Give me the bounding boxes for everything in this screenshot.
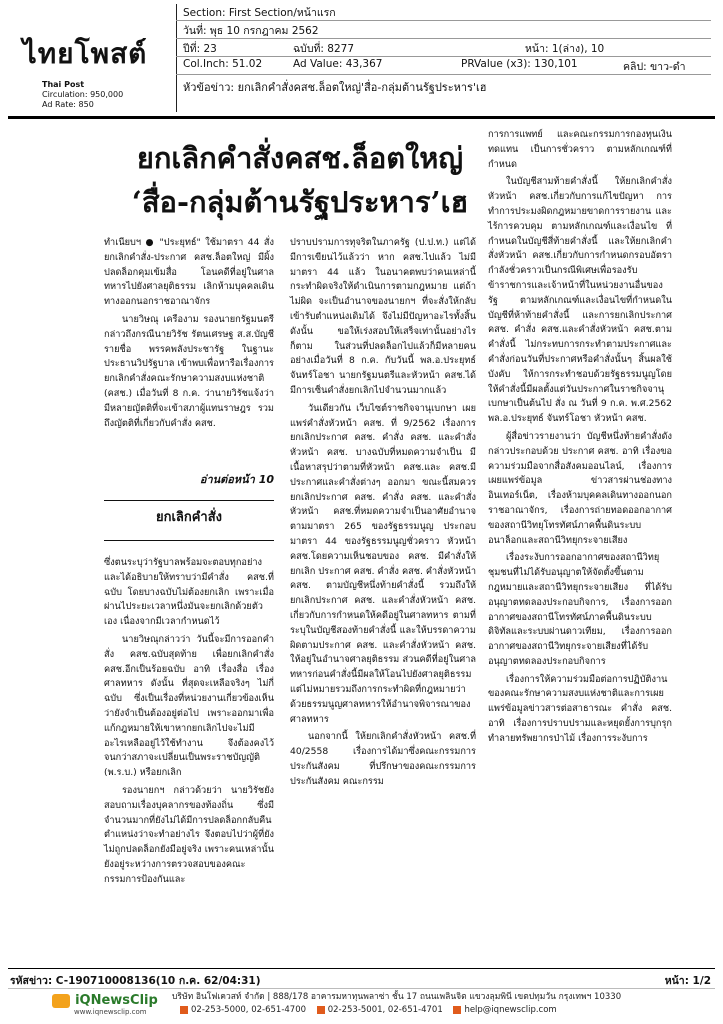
section-field: Section: First Section/หน้าแรก (183, 7, 336, 19)
footer-divider (8, 988, 715, 989)
paragraph: เรื่องระงับการออกอากาศของสถานีวิทยุชุมชนที่ไม่ได้รับอนุญาตให้จัดตั้งขึ้นตามกฎหมายและสถานีวิทยุกระจายเสียง ที่ได้รับอนุญาตทดลองประกอบกิจการ, เรื่องการออกอากาศของสถานีโทรทัศน์ภาคพื้นดินระบบดิจิทัลและระบบผ่านดาวเทียม, เรื่องการออกอากาศของสถานีวิทยุกระจายเสียงที่ได้รับอนุญาตทดลองประกอบกิจการ (488, 552, 672, 667)
publication-logo-box (10, 6, 170, 110)
paragraph: นายวิษณุกล่าวว่า วันนี้จะมีการออกคำสั่ง คสช.ฉบับสุดท้าย เพื่อยกเลิกคำสั่ง คสช.อีกเป็นร้อยฉบับ อาทิ เรื่องสื่อ เรื่องศาลทหาร ดังนั้น ที่สุดจะเหลือจริงๆ ไม่กี่ฉบับ ซึ่งเป็นเรื่องที่หน่วยงานเกี่ยวข้องเห็นว่ายังจำเป็นต้องอยู่ต่อไป เพราะออกมาเพื่อแก้กฎหมายให้เขาหากยกเลิกไปจะไม่มีอะไรเหลืออยู่ไว้ใช้ทำงาน จึงต้องคงไว้จนกว่าสภาจะเปลี่ยนเป็นพระราชบัญญัติ (พ.ร.บ.) หรือยกเลิก (104, 633, 274, 779)
paragraph: นายวิษณุ เครืองาม รองนายกรัฐมนตรี กล่าวถึงกรณีนายวิรัช รัตนเศรษฐ ส.ส.บัญชีรายชื่อ พรรคพลังประชารัฐ ในฐานะประธานวิปรัฐบาล เข้าพบเพื่อหารือเรื่องการยกเลิกคำสั่งคณะรักษาความสงบแห่งชาติ (คสช.) เมื่อวันที่ 8 ก.ค. ว่านายวิรัชแจ้งว่ามีหลายญัตติที่จะเข้าสภาผู้แทนราษฎร รวมถึงญัตติที่เกี่ยวกับคำสั่ง คสช. (104, 313, 274, 429)
paragraph: การการแพทย์ และคณะกรรมการกองทุนเงินทดแทน เป็นการชั่วคราว ตามหลักเกณฑ์ที่กำหนด (488, 129, 672, 170)
iqnewsclip-brand: iQNewsClip (75, 993, 158, 1008)
clipping-header (0, 0, 723, 116)
meta-divider (176, 20, 711, 21)
headline (100, 136, 500, 224)
col-inch-field: Col.Inch: 51.02 (183, 58, 263, 70)
ad-rate: Ad Rate: 850 (42, 100, 94, 109)
paragraph: ซึ่งตนระบุว่ารัฐบาลพร้อมจะตอบทุกอย่าง และได้อธิบายให้ทราบว่ามีคำสั่ง คสช.ที่ฉบับ โดยบางฉบับไม่ต้องยกเลิก เพราะเมื่อผ่านไประยะเวลาหนึ่งมันจะยกเลิกด้วยตัวเอง เนื่องจากมีเวลากำหนดไว้ (104, 557, 274, 628)
date-field: วันที่: พุธ 10 กรกฎาคม 2562 (183, 25, 319, 37)
subhead-rule (104, 500, 274, 501)
paragraph: เรื่องการให้ความร่วมมือต่อการปฏิบัติงานของคณะรักษาความสงบแห่งชาติและการเผยแพร่ข้อมูลข่าวสารต่อสาธารณะ คำสั่ง คสช. อาทิ เรื่องการปราบปรามและหยุดยั้งการบุกรุกทำลายทรัพยากรป่าไม้ เรื่องการระงับการ (488, 673, 672, 744)
clip-page-number: หน้า: 1/2 (664, 975, 711, 987)
paragraph: ทำเนียบฯ ● "ประยุทธ์" ใช้มาตรา 44 สั่งยกเลิกคำสั่ง-ประกาศ คสช.ล็อตใหญ่ มีผิ้งปลดล็อกคุมเข้มสื่อ โอนคดีที่อยู่ในศาลทหารไปยังศาลยุติธรรม เลิกห้ามบุคคลเดินทางออกนอกราชอาณาจักร (104, 237, 274, 308)
headline-line: ‘สื่อ-กลุ่มต้านรัฐประหาร’เฮ (131, 185, 469, 219)
article-column-3 (488, 128, 672, 750)
clip-field: คลิป: ขาว-ดำ (623, 61, 686, 73)
continued-link: อ่านต่อหน้า 10 (199, 473, 274, 486)
pr-value-field: PRValue (x3): 130,101 (461, 58, 578, 70)
meta-divider (176, 56, 711, 57)
article-column-1b (104, 556, 274, 891)
header-rule (8, 116, 715, 119)
year-field: ปีที่: 23 (183, 43, 217, 55)
paragraph: วันเดียวกัน เว็บไซต์ราชกิจจานุเบกษา เผยแพร่คำสั่งหัวหน้า คสช. ที่ 9/2562 เรื่องการยกเลิกประกาศ คสช. คำสั่ง คสช. และคำสั่งหัวหน้า คสช. บางฉบับที่หมดความจำเป็น มีเนื้อหาสรุปว่าตามที่หัวหน้า คสช.และ คสช.มีประกาศและคำสั่งต่างๆ ออกมา ขณะนี้สมควรยกเลิกประกาศ คสช. คำสั่ง คสช. และคำสั่งหัวหน้า คสช.ที่หมดความจำเป็นอาศัยอำนาจตามมาตรา 265 ของรัฐธรรมนูญ ประกอบมาตรา 44 ของรัฐธรรมนูญชั่วคราว หัวหน้า คสช.โดยความเห็นชอบของ คสช. มีคำสั่งให้ยกเลิก ประกาศ คสช. คำสั่ง คสช. คำสั่งหัวหน้า คสช. ตามบัญชีหนึ่งท้ายคำสั่งนี้ รวมถึงให้ยกเลิกประกาศ คสช. และคำสั่งหัวหน้า คสช. เกี่ยวกับการกำหนดให้คดีอยู่ในศาลทหาร ตามที่ระบุในบัญชีสองท้ายคำสั่งนี้ และให้บรรดาความผิดตามประกาศ คสช. และคำสั่งหัวหน้า คสช. ให้อยู่ในอำนาจศาลยุติธรรม ส่วนคดีที่อยู่ในศาลทหารก่อนคำสั่งนี้มีผลให้โอนไปยังศาลยุติธรรม แต่ไม่หมายรวมถึงการกระทำผิดที่กฎหมายว่าด้วยธรรมนูญศาลทหารให้อำนาจพิจารณาของศาลทหาร (290, 402, 476, 725)
headline-line: ยกเลิกคำสั่งคสช.ล็อตใหญ่ (136, 141, 464, 175)
clip-code: รหัสข่าว: C-190710008136(10 ก.ค. 62/04:31) (10, 975, 261, 987)
paragraph: ปราบปรามการทุจริตในภาครัฐ (ป.ป.ท.) แต่ได้มีการเขียนไว้แล้วว่า หาก คสช.ไปแล้ว ไม่มีมาตรา 44 แล้ว ในอนาคตพบว่าคนเหล่านี้กระทำผิดจริงให้ดำเนินการตามกฎหมาย แต่ถ้าไม่ผิด จะเป็นอำนาจของนายกฯ ที่จะสั่งให้กลับเข้ารับตำแหน่งเดิมได้ จึงไม่มีปัญหาอะไรทั้งสิ้น ดังนั้น ขอให้เร่งสอบให้เสร็จเท่านั้นอย่างไรก็ตาม ในส่วนที่ปลดล็อกไปแล้วก็มีหลายคน อย่างเมื่อวันที่ 8 ก.ค. กับวันนี้ พล.อ.ประยุทธ์ จันทร์โอชา นายกรัฐมนตรีและหัวหน้า คสช.ได้มีการเซ็นคำสั่งยกเลิกไปจำนวนมากแล้ว (290, 237, 476, 396)
article-column-2 (290, 236, 476, 792)
fax-icon (317, 1006, 325, 1014)
iqnewsclip-logo-icon (52, 994, 70, 1008)
phone-number: 02-253-5000, 02-651-4700 (191, 1005, 307, 1015)
publication-logo: ไทยโพสต์ (22, 37, 148, 70)
article-column-1 (104, 236, 274, 434)
paragraph: ในบัญชีสามท้ายคำสั่งนี้ ให้ยกเลิกคำสั่งหัวหน้า คสช.เกี่ยวกับการแก้ไขปัญหา การทำการประมงผิดกฎหมายขาดการรายงาน และไร้การควบคุม ตามหลักเกณฑ์และเงื่อนไข ที่กำหนดในบัญชีสี่ท้ายคำสั่งนี้ และให้ยกเลิกคำสั่งหัวหน้า คสช.เกี่ยวกับการกำหนดกรอบอัตรากำลังชั่วคราวเป็นกรณีพิเศษเพื่อรองรับข้าราชการและเจ้าหน้าที่ในหน่วยงานอื่นของรัฐ ตามหลักเกณฑ์และเงื่อนไขที่กำหนดในบัญชีที่ห้าท้ายคำสั่งนี้ และการยกเลิกประกาศ คสช. คำสั่ง คสช.และคำสั่งหัวหน้า คสช.ตามคำสั่งนี้ ไม่กระทบการกระทำตามประกาศและคำสั่งก่อนวันที่ประกาศหรือคำสั่งนั้นๆ สิ้นผลใช้บังคับ ให้การกระทำชอบด้วยรัฐธรรมนูญโดยให้คำสั่งนี้มีผลตั้งแต่วันประกาศในราชกิจจานุเบกษาเป็นต้นไป สั่ง ณ วันที่ 9 ก.ค. พ.ศ.2562 พล.อ.ประยุทธ์ จันทร์โอชา หัวหน้า คสช. (488, 176, 672, 425)
subhead-rule (104, 540, 274, 541)
meta-divider (176, 74, 711, 75)
circulation: Circulation: 950,000 (42, 90, 124, 99)
phone-icon (180, 1006, 188, 1014)
paragraph: ผู้สื่อข่าวรายงานว่า บัญชีหนึ่งท้ายคำสั่งดังกล่าวประกอบด้วย ประกาศ คสช. อาทิ เรื่องขอความร่วมมือจากสื่อสังคมออนไลน์, เรื่องการเผยแพร่ข้อมูล ข่าวสารผ่านช่องทางอินเทอร์เน็ต, เรื่องห้ามบุคคลเดินทางออกนอกราชอาณาจักร, เรื่องการถ่ายทอดออกอากาศของสถานีวิทยุโทรทัศน์ภาคพื้นดินระบบอนาล็อกและสถานีวิทยุกระจายเสียง (488, 430, 672, 546)
email-address[interactable]: help@iqnewsclip.com (464, 1005, 557, 1015)
topic-field: หัวข้อข่าว: ยกเลิกคำสั่งคสช.ล็อตใหญ่'สื่อ-กลุ่มต้านรัฐประหาร'เฮ (183, 81, 487, 94)
paragraph: รองนายกฯ กล่าวด้วยว่า นายวิรัชยังสอบถามเรื่องบุคลากรของท้องถิ่น ซึ่งมีจำนวนมากที่ยังไม่ได้มีการปลดล็อกกลับคืนตำแหน่งว่าจะทำอย่างไร จึงตอบไปว่าผู้ที่ยังไม่ถูกปลดล็อกยังมีอยู่จริง เพราะคนเหล่านั้นยังอยู่ระหว่างการตรวจสอบของคณะกรรมการป้องกันและ (104, 784, 274, 885)
email-icon (453, 1006, 461, 1014)
issue-field: ฉบับที่: 8277 (293, 43, 355, 55)
fax-number: 02-253-5001, 02-651-4701 (327, 1005, 443, 1015)
subhead: ยกเลิกคำสั่ง (155, 510, 223, 525)
page-field: หน้า: 1(ล่าง), 10 (525, 43, 605, 55)
meta-divider (176, 38, 711, 39)
company-address: บริษัท อินโฟเควสท์ จำกัด | 888/178 อาคารมหาทุนพลาซ่า ชั้น 17 ถนนเพลินจิต แขวงลุมพินี เขตปทุมวัน กรุงเทพฯ 10330 (172, 992, 622, 1002)
publication-meta (42, 80, 123, 110)
iqnewsclip-url[interactable]: www.iqnewsclip.com (74, 1008, 147, 1016)
company-contacts (172, 1005, 557, 1015)
publication-name: Thai Post (42, 80, 85, 89)
paragraph: นอกจากนี้ ให้ยกเลิกคำสั่งหัวหน้า คสช.ที่ 40/2558 เรื่องการได้มาซึ่งคณะกรรมการประกันสังคม ที่ปรึกษาของคณะกรรมการประกันสังคม คณะกรรม (290, 731, 476, 787)
footer-rule (8, 968, 715, 969)
iqnewsclip-logo (52, 990, 158, 1009)
ad-value-field: Ad Value: 43,367 (293, 58, 383, 70)
